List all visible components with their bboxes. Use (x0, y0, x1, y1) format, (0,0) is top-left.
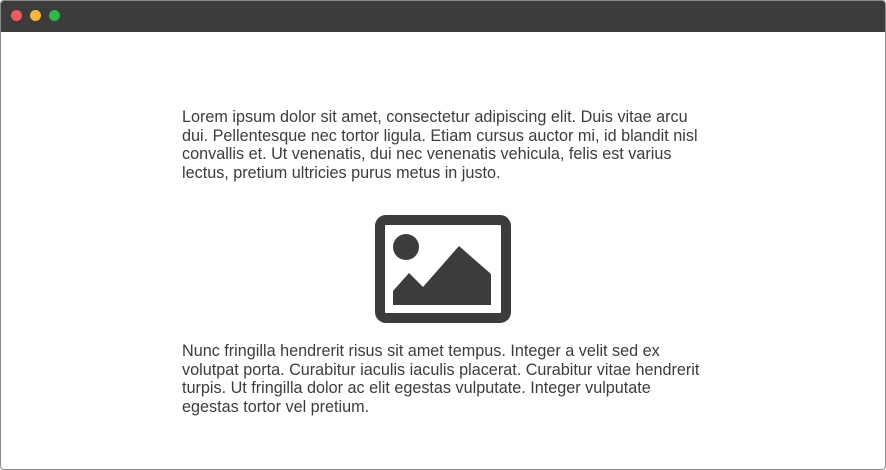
page-content (182, 108, 702, 182)
paragraph-2: Nunc fringilla hendrerit risus sit amet tempus. Integer a velit sed ex volutpat porta. Curabitur iaculis iaculis placerat. Curabitur vitae hendrerit turpis. Ut fringilla dolor ac elit egestas vulputate. Integer vulputate egestas tortor vel pretium. (182, 342, 700, 416)
minimize-window-button[interactable] (30, 10, 41, 21)
title-bar (1, 1, 885, 32)
paragraph-1: Lorem ipsum dolor sit amet, consectetur adipiscing elit. Duis vitae arcu dui. Pellentesque nec tortor ligula. Etiam cursus auctor mi, id blandit nisl convallis et. Ut venenatis, dui nec venenatis vehicula, felis est varius lectus, pretium ultricies purus metus in justo. (182, 108, 698, 182)
maximize-window-button[interactable] (49, 10, 60, 21)
image-placeholder-icon (375, 215, 511, 323)
close-window-button[interactable] (11, 10, 22, 21)
